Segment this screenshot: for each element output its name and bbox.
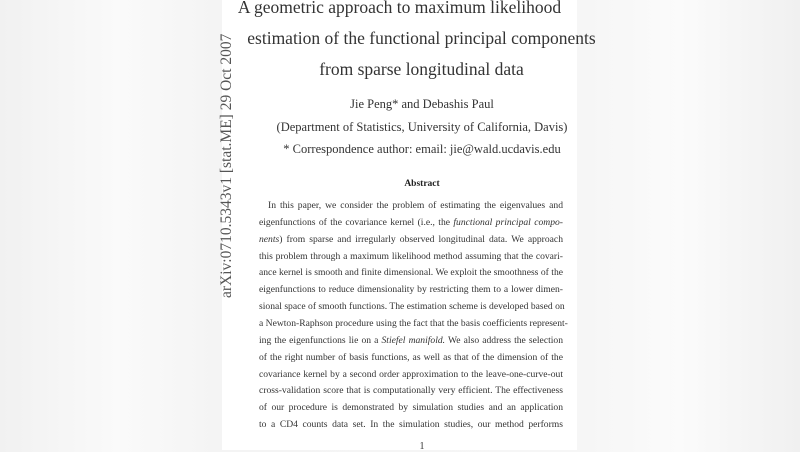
text-segment: to a CD4 counts data set. In the simulation studies, our method performs (259, 419, 563, 431)
text-segment: eigenfunctions of the covariance kernel (i.e., the (259, 216, 454, 228)
abstract-line (259, 251, 563, 263)
abstract-heading: Abstract (404, 179, 440, 189)
correspondence: * Correspondence author: email: jie@wald.ucdavis.edu (283, 142, 561, 156)
abstract-line (259, 234, 563, 246)
text-segment: ing the eigenfunctions lie on a (259, 334, 382, 346)
text-segment: ance kernel is smooth and finite dimensional. We exploit the smoothness of the (259, 267, 563, 279)
text-segment: eigenfunctions to reduce dimensionality by restricting them to a lower dimen- (259, 284, 563, 296)
page-number: 1 (419, 441, 425, 452)
text-segment: sional space of smooth functions. The estimation scheme is developed based on (259, 301, 565, 313)
abstract-line (268, 200, 563, 212)
italic-text: functional principal compo- (453, 216, 563, 228)
abstract-line (259, 385, 563, 397)
italic-text: Stiefel manifold. (381, 334, 446, 346)
paper-page (218, 0, 596, 452)
arxiv-stamp: arXiv:0710.5343v1 [stat.ME] 29 Oct 2007 (218, 33, 235, 298)
text-segment: a Newton-Raphson procedure using the fact that the basis coefficients represent- (259, 317, 568, 329)
text-segment: covariance kernel by a second order approximation to the leave-one-curve-out (259, 368, 563, 380)
abstract-line (259, 369, 563, 381)
authors: Jie Peng* and Debashis Paul (350, 97, 494, 111)
abstract-line (259, 317, 568, 330)
text-segment: cross-validation score that is computationally very efficient. The effectiveness (259, 385, 563, 397)
text-segment: We also address the selection (445, 334, 563, 346)
abstract-line (259, 335, 563, 347)
abstract-line (259, 402, 563, 414)
italic-text: nents (259, 233, 280, 245)
text-segment: of our procedure is demonstrated by simulation studies and an application (259, 402, 563, 414)
text-segment: of the right number of basis functions, as well as that of the dimension of the (259, 351, 563, 363)
title-line-3: from sparse longitudinal data (319, 59, 524, 79)
text-segment: this problem through a maximum likelihood method assuming that the covari- (259, 250, 563, 262)
abstract-line (259, 217, 563, 229)
abstract-line (259, 267, 563, 279)
title-line-2: estimation of the functional principal components (247, 28, 596, 48)
abstract-line (259, 284, 563, 296)
text-segment: ) from sparse and irregularly observed longitudinal data. We approach (279, 233, 563, 245)
abstract-line (259, 419, 563, 431)
affiliation: (Department of Statistics, University of California, Davis) (276, 120, 568, 134)
abstract-line (259, 352, 563, 364)
text-segment: In this paper, we consider the problem of estimating the eigenvalues and (268, 200, 563, 211)
abstract-line (259, 301, 563, 313)
title-line-1: A geometric approach to maximum likelihood (237, 0, 562, 17)
